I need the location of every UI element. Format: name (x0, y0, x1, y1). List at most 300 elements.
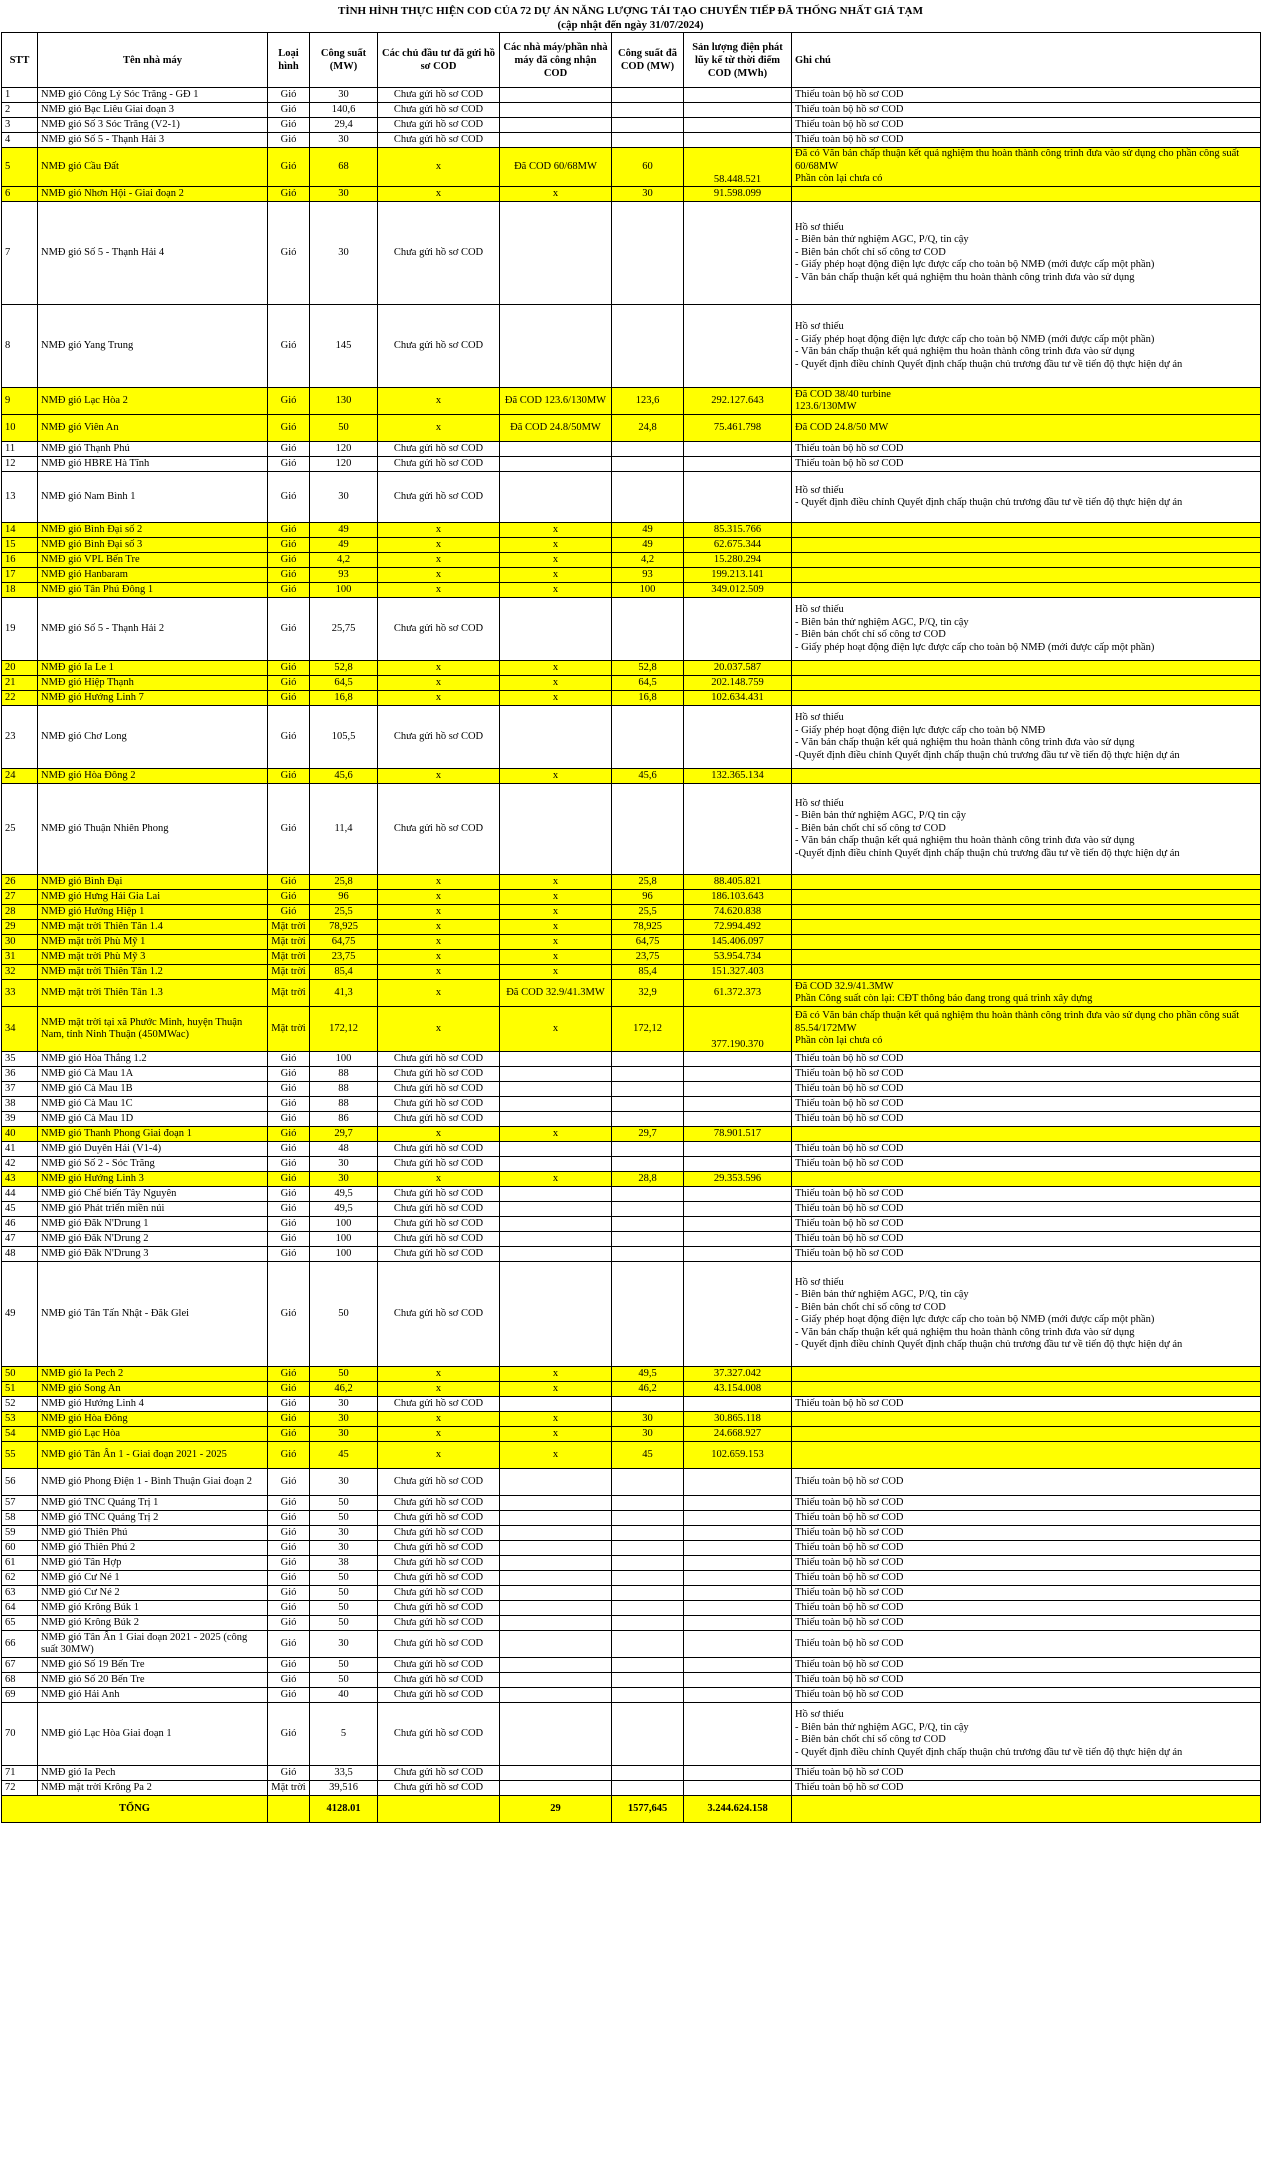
cell-capacity: 41,3 (310, 980, 378, 1007)
cell-stt: 51 (2, 1382, 38, 1397)
cell-plant-name: NMĐ gió Tân Ân 1 Giai đoạn 2021 - 2025 (công suất 30MW) (38, 1631, 268, 1658)
cell-cod-capacity (612, 118, 684, 133)
table-row (2, 1217, 1261, 1232)
cell-capacity: 52,8 (310, 661, 378, 676)
cell-type: Gió (268, 769, 310, 784)
header-stt: STT (2, 33, 38, 88)
cell-cod-capacity (612, 472, 684, 523)
cell-type: Gió (268, 88, 310, 103)
cell-submitted: x (378, 1442, 500, 1469)
cell-type: Gió (268, 1688, 310, 1703)
cell-accepted (500, 305, 612, 388)
cell-submitted: Chưa gửi hồ sơ COD (378, 1631, 500, 1658)
table-row (2, 769, 1261, 784)
total-label: TỔNG (2, 1796, 268, 1823)
table-row (2, 691, 1261, 706)
table-row (2, 920, 1261, 935)
cell-capacity: 50 (310, 415, 378, 442)
cell-stt: 39 (2, 1112, 38, 1127)
cell-submitted: Chưa gửi hồ sơ COD (378, 1658, 500, 1673)
cell-capacity: 30 (310, 1631, 378, 1658)
cell-stt: 71 (2, 1766, 38, 1781)
cell-plant-name: NMĐ gió TNC Quảng Trị 2 (38, 1511, 268, 1526)
cell-output (684, 202, 792, 305)
cell-output: 102.634.431 (684, 691, 792, 706)
cell-note (792, 890, 1261, 905)
cell-output (684, 1658, 792, 1673)
cell-type: Gió (268, 1616, 310, 1631)
cell-stt: 1 (2, 88, 38, 103)
cell-type: Gió (268, 202, 310, 305)
cell-note: Thiếu toàn bộ hồ sơ COD (792, 1397, 1261, 1412)
cell-accepted: x (500, 676, 612, 691)
cell-type: Gió (268, 1247, 310, 1262)
cell-cod-capacity (612, 1571, 684, 1586)
cell-note: Thiếu toàn bộ hồ sơ COD (792, 103, 1261, 118)
table-row (2, 1496, 1261, 1511)
cell-cod-capacity (612, 1526, 684, 1541)
table-row (2, 1382, 1261, 1397)
cell-submitted: Chưa gửi hồ sơ COD (378, 1703, 500, 1766)
cell-submitted: x (378, 980, 500, 1007)
cell-submitted: Chưa gửi hồ sơ COD (378, 457, 500, 472)
cell-cod-capacity: 96 (612, 890, 684, 905)
cell-stt: 25 (2, 784, 38, 875)
cell-accepted: x (500, 553, 612, 568)
cell-capacity: 38 (310, 1556, 378, 1571)
cell-note: Thiếu toàn bộ hồ sơ COD (792, 1097, 1261, 1112)
cell-capacity: 30 (310, 1172, 378, 1187)
cell-plant-name: NMĐ gió Tân Hợp (38, 1556, 268, 1571)
cell-type: Gió (268, 1112, 310, 1127)
cell-type: Gió (268, 1052, 310, 1067)
cell-submitted: Chưa gửi hồ sơ COD (378, 103, 500, 118)
cell-note: Hồ sơ thiếu - Quyết định điều chỉnh Quyết định chấp thuận chủ trương đầu tư về tiến độ thực hiện dự án (792, 472, 1261, 523)
cell-accepted (500, 706, 612, 769)
cell-cod-capacity (612, 133, 684, 148)
cell-accepted (500, 457, 612, 472)
cell-accepted (500, 1097, 612, 1112)
table-row (2, 472, 1261, 523)
cell-plant-name: NMĐ gió Ia Le 1 (38, 661, 268, 676)
cell-accepted: x (500, 1172, 612, 1187)
cell-plant-name: NMĐ gió Tân Ân 1 - Giai đoạn 2021 - 2025 (38, 1442, 268, 1469)
cell-type: Gió (268, 187, 310, 202)
cell-stt: 9 (2, 388, 38, 415)
cell-note: Thiếu toàn bộ hồ sơ COD (792, 118, 1261, 133)
cell-stt: 36 (2, 1067, 38, 1082)
cell-submitted: x (378, 148, 500, 187)
cell-capacity: 100 (310, 583, 378, 598)
cell-accepted (500, 1616, 612, 1631)
cell-type: Mặt trời (268, 920, 310, 935)
cell-submitted: Chưa gửi hồ sơ COD (378, 1082, 500, 1097)
cell-submitted: Chưa gửi hồ sơ COD (378, 1112, 500, 1127)
cell-submitted: Chưa gửi hồ sơ COD (378, 1571, 500, 1586)
cell-cod-capacity (612, 1202, 684, 1217)
cell-cod-capacity (612, 1247, 684, 1262)
cell-accepted (500, 1112, 612, 1127)
cell-stt: 55 (2, 1442, 38, 1469)
cell-output (684, 1556, 792, 1571)
cell-output (684, 1526, 792, 1541)
cell-submitted: x (378, 661, 500, 676)
cell-cod-capacity: 85,4 (612, 965, 684, 980)
cell-type: Gió (268, 1382, 310, 1397)
cell-accepted (500, 1556, 612, 1571)
cell-plant-name: NMĐ gió Thiên Phú 2 (38, 1541, 268, 1556)
cell-type: Gió (268, 1187, 310, 1202)
cell-type: Gió (268, 1427, 310, 1442)
cell-note: Thiếu toàn bộ hồ sơ COD (792, 1496, 1261, 1511)
cell-submitted: x (378, 965, 500, 980)
cell-output (684, 1082, 792, 1097)
cell-cod-capacity: 28,8 (612, 1172, 684, 1187)
cell-accepted: x (500, 1367, 612, 1382)
cell-plant-name: NMĐ gió Số 5 - Thạnh Hải 4 (38, 202, 268, 305)
cell-note (792, 1367, 1261, 1382)
table-row (2, 661, 1261, 676)
cell-note (792, 676, 1261, 691)
cell-plant-name: NMĐ gió Ia Pech (38, 1766, 268, 1781)
cell-stt: 66 (2, 1631, 38, 1658)
cell-submitted: Chưa gửi hồ sơ COD (378, 1217, 500, 1232)
cell-stt: 33 (2, 980, 38, 1007)
cell-capacity: 100 (310, 1247, 378, 1262)
cell-accepted (500, 1703, 612, 1766)
cell-output (684, 1496, 792, 1511)
cell-plant-name: NMĐ mặt trời tại xã Phước Minh, huyện Thuận Nam, tỉnh Ninh Thuận (450MWac) (38, 1007, 268, 1052)
cell-stt: 13 (2, 472, 38, 523)
cell-note: Thiếu toàn bộ hồ sơ COD (792, 1112, 1261, 1127)
cell-plant-name: NMĐ gió Duyên Hải (V1-4) (38, 1142, 268, 1157)
cell-capacity: 29,4 (310, 118, 378, 133)
table-row (2, 1703, 1261, 1766)
cell-submitted: Chưa gửi hồ sơ COD (378, 1766, 500, 1781)
cell-output (684, 1052, 792, 1067)
cell-output: 186.103.643 (684, 890, 792, 905)
cell-capacity: 50 (310, 1571, 378, 1586)
cell-note: Thiếu toàn bộ hồ sơ COD (792, 1232, 1261, 1247)
cell-stt: 65 (2, 1616, 38, 1631)
table-row (2, 1052, 1261, 1067)
cell-output (684, 1067, 792, 1082)
cell-note: Thiếu toàn bộ hồ sơ COD (792, 1187, 1261, 1202)
cell-type: Gió (268, 1172, 310, 1187)
table-row (2, 1616, 1261, 1631)
cell-submitted: Chưa gửi hồ sơ COD (378, 1052, 500, 1067)
cell-capacity: 49 (310, 523, 378, 538)
cell-capacity: 100 (310, 1217, 378, 1232)
cell-output (684, 1157, 792, 1172)
cell-output (684, 1511, 792, 1526)
cell-submitted: Chưa gửi hồ sơ COD (378, 1781, 500, 1796)
cell-stt: 15 (2, 538, 38, 553)
cell-note: Đã có Văn bản chấp thuận kết quả nghiệm thu hoàn thành công trình đưa vào sử dụng cho phần công suất 85.54/172MW Phần còn lại chưa có (792, 1007, 1261, 1052)
cell-note: Hồ sơ thiếu - Biên bản thử nghiệm AGC, P/Q, tin cậy - Biên bản chốt chỉ số công tơ COD - Giấy phép hoạt động điện lực được cấp cho toàn bộ NMĐ (mới được cấp một phần) - Văn bản chấp thuận kết quả nghiệm thu hoàn thành công trình đưa vào sử dụng (792, 202, 1261, 305)
cell-submitted: Chưa gửi hồ sơ COD (378, 1526, 500, 1541)
cell-plant-name: NMĐ gió Bình Đại (38, 875, 268, 890)
cell-submitted: x (378, 769, 500, 784)
cell-stt: 30 (2, 935, 38, 950)
total-row (2, 1796, 1261, 1823)
table-row (2, 1511, 1261, 1526)
cell-type: Gió (268, 1541, 310, 1556)
cell-cod-capacity (612, 1397, 684, 1412)
cell-cod-capacity: 25,8 (612, 875, 684, 890)
cell-cod-capacity: 172,12 (612, 1007, 684, 1052)
cell-capacity: 5 (310, 1703, 378, 1766)
cell-note: Thiếu toàn bộ hồ sơ COD (792, 1766, 1261, 1781)
cell-output: 61.372.373 (684, 980, 792, 1007)
cell-plant-name: NMĐ gió Cà Mau 1B (38, 1082, 268, 1097)
table-row (2, 1586, 1261, 1601)
cell-output (684, 1631, 792, 1658)
cell-submitted: x (378, 1367, 500, 1382)
cell-type: Gió (268, 1586, 310, 1601)
cell-submitted: Chưa gửi hồ sơ COD (378, 442, 500, 457)
cell-capacity: 93 (310, 568, 378, 583)
cell-cod-capacity (612, 457, 684, 472)
cell-submitted: Chưa gửi hồ sơ COD (378, 1142, 500, 1157)
cell-cod-capacity: 45,6 (612, 769, 684, 784)
cell-accepted: x (500, 769, 612, 784)
cell-output (684, 1586, 792, 1601)
cell-note (792, 1412, 1261, 1427)
table-row (2, 305, 1261, 388)
cell-plant-name: NMĐ gió Lạc Hòa 2 (38, 388, 268, 415)
cell-note: Thiếu toàn bộ hồ sơ COD (792, 88, 1261, 103)
cell-stt: 47 (2, 1232, 38, 1247)
cell-output (684, 1541, 792, 1556)
cell-cod-capacity (612, 1766, 684, 1781)
cell-capacity: 100 (310, 1232, 378, 1247)
cell-capacity: 145 (310, 305, 378, 388)
cell-submitted: Chưa gửi hồ sơ COD (378, 1496, 500, 1511)
cell-submitted: Chưa gửi hồ sơ COD (378, 1097, 500, 1112)
cell-plant-name: NMĐ gió Cà Mau 1D (38, 1112, 268, 1127)
cell-type: Gió (268, 118, 310, 133)
cell-note: Hồ sơ thiếu - Biên bản thử nghiệm AGC, P/Q, tin cậy - Biên bản chốt chỉ số công tơ COD - Giấy phép hoạt động điện lực được cấp cho toàn bộ NMĐ (mới được cấp một phần) (792, 598, 1261, 661)
cell-submitted: x (378, 920, 500, 935)
cell-plant-name: NMĐ mặt trời Thiên Tân 1.3 (38, 980, 268, 1007)
table-row (2, 1247, 1261, 1262)
cell-stt: 70 (2, 1703, 38, 1766)
cell-capacity: 50 (310, 1496, 378, 1511)
cell-type: Gió (268, 905, 310, 920)
cell-accepted (500, 1232, 612, 1247)
cell-stt: 24 (2, 769, 38, 784)
cell-accepted: x (500, 920, 612, 935)
cell-note: Thiếu toàn bộ hồ sơ COD (792, 133, 1261, 148)
cell-capacity: 45 (310, 1442, 378, 1469)
cell-submitted: x (378, 523, 500, 538)
cell-output (684, 1469, 792, 1496)
cell-capacity: 78,925 (310, 920, 378, 935)
cell-plant-name: NMĐ gió HBRE Hà Tĩnh (38, 457, 268, 472)
cell-accepted (500, 1766, 612, 1781)
cell-plant-name: NMĐ gió Đăk N'Drung 3 (38, 1247, 268, 1262)
table-row (2, 442, 1261, 457)
cell-stt: 10 (2, 415, 38, 442)
cell-plant-name: NMĐ gió Số 5 - Thạnh Hải 2 (38, 598, 268, 661)
cell-type: Gió (268, 1202, 310, 1217)
cell-cod-capacity: 24,8 (612, 415, 684, 442)
cell-submitted: x (378, 1172, 500, 1187)
cell-cod-capacity (612, 103, 684, 118)
cell-cod-capacity: 100 (612, 583, 684, 598)
cell-stt: 11 (2, 442, 38, 457)
table-row (2, 875, 1261, 890)
cell-cod-capacity (612, 1262, 684, 1367)
cell-accepted: x (500, 890, 612, 905)
cell-type: Mặt trời (268, 1781, 310, 1796)
cell-note: Thiếu toàn bộ hồ sơ COD (792, 1511, 1261, 1526)
cell-accepted (500, 1673, 612, 1688)
cell-submitted: Chưa gửi hồ sơ COD (378, 1541, 500, 1556)
cell-type: Gió (268, 1511, 310, 1526)
cell-output (684, 88, 792, 103)
cell-capacity: 50 (310, 1658, 378, 1673)
table-row (2, 1781, 1261, 1796)
table-row (2, 1556, 1261, 1571)
cell-output: 75.461.798 (684, 415, 792, 442)
table-row (2, 1688, 1261, 1703)
table-row (2, 784, 1261, 875)
cell-capacity: 50 (310, 1601, 378, 1616)
cell-stt: 6 (2, 187, 38, 202)
cell-output: 53.954.734 (684, 950, 792, 965)
table-row (2, 598, 1261, 661)
cell-output (684, 442, 792, 457)
table-row (2, 1541, 1261, 1556)
cell-submitted: x (378, 538, 500, 553)
cell-cod-capacity (612, 1658, 684, 1673)
cell-cod-capacity: 30 (612, 187, 684, 202)
cell-accepted (500, 1541, 612, 1556)
cell-note: Thiếu toàn bộ hồ sơ COD (792, 1673, 1261, 1688)
cell-note (792, 661, 1261, 676)
cell-cod-capacity: 64,5 (612, 676, 684, 691)
cell-cod-capacity (612, 1601, 684, 1616)
header-submitted: Các chủ đầu tư đã gửi hồ sơ COD (378, 33, 500, 88)
cell-output (684, 1112, 792, 1127)
cell-stt: 29 (2, 920, 38, 935)
cell-output: 132.365.134 (684, 769, 792, 784)
cell-capacity: 30 (310, 1469, 378, 1496)
cell-plant-name: NMĐ gió Ia Pech 2 (38, 1367, 268, 1382)
table-row (2, 1631, 1261, 1658)
cell-accepted (500, 1397, 612, 1412)
cell-plant-name: NMĐ gió Đăk N'Drung 1 (38, 1217, 268, 1232)
cell-submitted: Chưa gửi hồ sơ COD (378, 1187, 500, 1202)
cell-stt: 45 (2, 1202, 38, 1217)
cell-plant-name: NMĐ gió Hải Anh (38, 1688, 268, 1703)
cell-output: 43.154.008 (684, 1382, 792, 1397)
cell-accepted: Đã COD 24.8/50MW (500, 415, 612, 442)
cell-cod-capacity (612, 88, 684, 103)
cell-note (792, 965, 1261, 980)
cell-capacity: 88 (310, 1067, 378, 1082)
cell-capacity: 23,75 (310, 950, 378, 965)
table-row (2, 148, 1261, 187)
cell-type: Gió (268, 1673, 310, 1688)
cell-plant-name: NMĐ gió Yang Trung (38, 305, 268, 388)
cell-accepted: x (500, 691, 612, 706)
total-type (268, 1796, 310, 1823)
cell-accepted: x (500, 1007, 612, 1052)
cell-plant-name: NMĐ gió Cư Né 2 (38, 1586, 268, 1601)
cell-plant-name: NMĐ gió Số 5 - Thạnh Hải 3 (38, 133, 268, 148)
cell-plant-name: NMĐ gió Cầu Đất (38, 148, 268, 187)
cell-output: 102.659.153 (684, 1442, 792, 1469)
cell-stt: 49 (2, 1262, 38, 1367)
cell-type: Mặt trời (268, 965, 310, 980)
cell-note: Thiếu toàn bộ hồ sơ COD (792, 1586, 1261, 1601)
cell-plant-name: NMĐ gió Số 2 - Sóc Trăng (38, 1157, 268, 1172)
cell-output (684, 1673, 792, 1688)
cell-type: Gió (268, 890, 310, 905)
cell-type: Gió (268, 1142, 310, 1157)
cell-accepted (500, 1217, 612, 1232)
cell-plant-name: NMĐ gió Viên An (38, 415, 268, 442)
table-row (2, 1766, 1261, 1781)
cell-type: Gió (268, 1658, 310, 1673)
table-body (2, 88, 1261, 1796)
cell-plant-name: NMĐ gió Song An (38, 1382, 268, 1397)
cell-submitted: x (378, 553, 500, 568)
total-submitted (378, 1796, 500, 1823)
cell-note: Hồ sơ thiếu - Giấy phép hoạt động điện lực được cấp cho toàn bộ NMĐ - Văn bản chấp thuận kết quả nghiệm thu hoàn thành công trình đưa vào sử dụng -Quyết định điều chỉnh Quyết định chấp thuận chủ trương đầu tư về tiến độ thực hiện dự án (792, 706, 1261, 769)
cell-accepted (500, 1202, 612, 1217)
cell-stt: 61 (2, 1556, 38, 1571)
header-name: Tên nhà máy (38, 33, 268, 88)
cell-output (684, 1397, 792, 1412)
cell-accepted: x (500, 661, 612, 676)
cell-submitted: Chưa gửi hồ sơ COD (378, 1469, 500, 1496)
cell-stt: 32 (2, 965, 38, 980)
cell-stt: 60 (2, 1541, 38, 1556)
cell-type: Gió (268, 442, 310, 457)
cell-note: Đã COD 38/40 turbine 123.6/130MW (792, 388, 1261, 415)
table-row (2, 1202, 1261, 1217)
table-row (2, 1112, 1261, 1127)
cell-plant-name: NMĐ gió Cư Né 1 (38, 1571, 268, 1586)
cell-note (792, 1127, 1261, 1142)
cell-type: Gió (268, 1442, 310, 1469)
cell-capacity: 30 (310, 1427, 378, 1442)
table-row (2, 905, 1261, 920)
cell-accepted: x (500, 935, 612, 950)
cell-note (792, 1382, 1261, 1397)
cell-capacity: 30 (310, 133, 378, 148)
cell-cod-capacity: 23,75 (612, 950, 684, 965)
table-row (2, 103, 1261, 118)
cell-plant-name: NMĐ gió Hướng Hiệp 1 (38, 905, 268, 920)
cell-note: Thiếu toàn bộ hồ sơ COD (792, 1688, 1261, 1703)
cell-cod-capacity (612, 202, 684, 305)
cell-submitted: Chưa gửi hồ sơ COD (378, 706, 500, 769)
cell-submitted: Chưa gửi hồ sơ COD (378, 1511, 500, 1526)
table-row (2, 1262, 1261, 1367)
cell-stt: 14 (2, 523, 38, 538)
cell-note: Thiếu toàn bộ hồ sơ COD (792, 1556, 1261, 1571)
cell-type: Gió (268, 598, 310, 661)
cell-note: Thiếu toàn bộ hồ sơ COD (792, 1631, 1261, 1658)
cell-cod-capacity (612, 706, 684, 769)
cell-cod-capacity (612, 1556, 684, 1571)
cell-note (792, 583, 1261, 598)
